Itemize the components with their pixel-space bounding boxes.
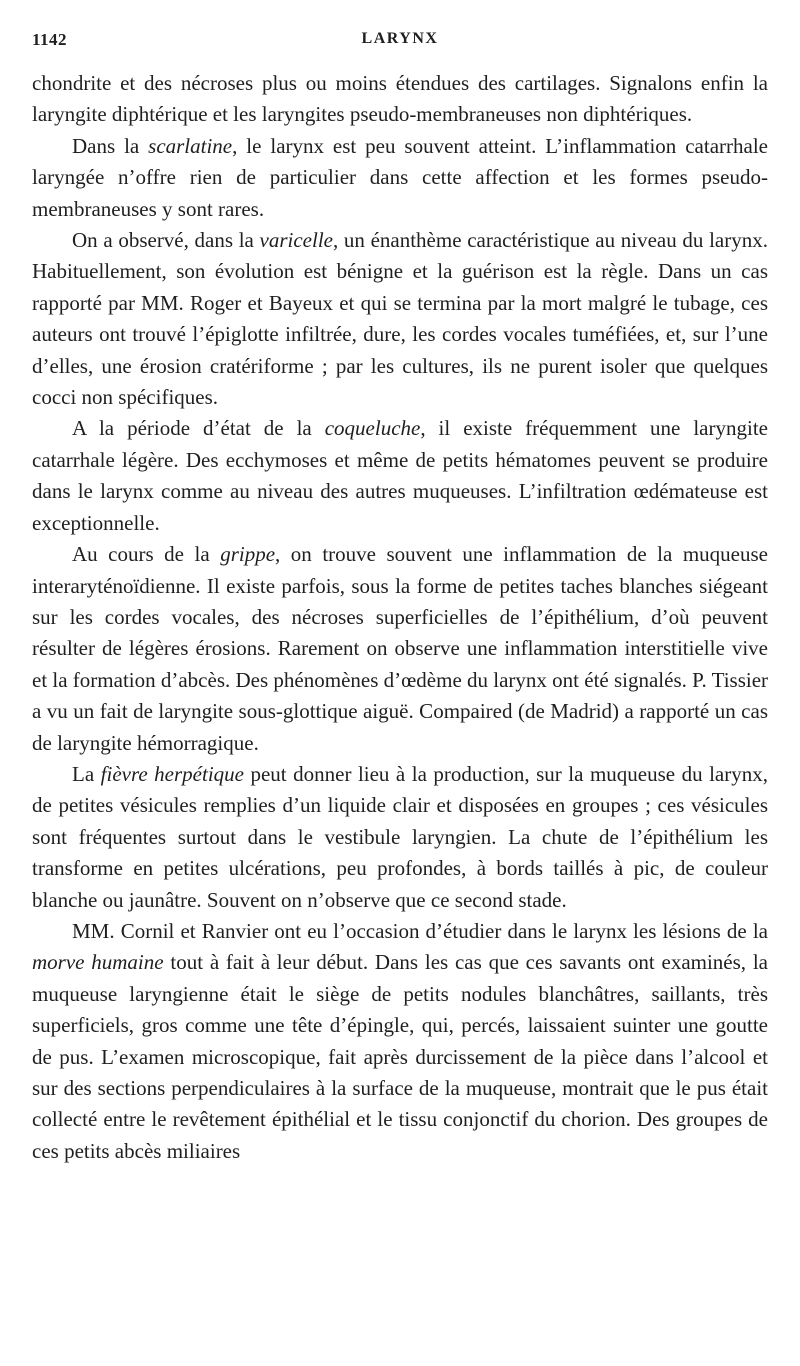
paragraph xyxy=(32,225,768,413)
italic-term: varicelle xyxy=(259,228,333,253)
paragraph xyxy=(32,131,768,225)
text-run: tout à fait à leur début. Dans les cas que ces savants ont examinés, la muqueuse laryngienne était le siège de petits nodules blanchâtres, saillants, très superficiels, gros comme une tête d’épingle, qui, percés, laissaient suinter une goutte de pus. L’examen microscopique, fait après durcissement de la pièce dans l’alcool et sur des sections perpendiculaires à la surface de la muqueuse, montrait que le pus était collecté entre le revêtement épithélial et le tissu conjonctif du chorion. Des groupes de ces petits abcès miliaires xyxy=(32,950,768,1163)
text-run: MM. Cornil et Ranvier ont eu l’occasion d’étudier dans le larynx les lésions de la xyxy=(72,918,768,943)
italic-term: fièvre herpétique xyxy=(100,761,244,786)
paragraph xyxy=(32,916,768,1167)
text-run: chondrite et des nécroses plus ou moins étendues des cartilages. Signalons enfin la laryngite diphtérique et les laryngites pseudo-membraneuses non diphtériques. xyxy=(32,71,768,127)
paragraph xyxy=(32,759,768,916)
italic-term: grippe xyxy=(220,542,276,567)
paragraph xyxy=(32,68,768,131)
page-number: 1142 xyxy=(32,30,68,49)
text-run: A la période d’état de la xyxy=(72,416,325,441)
running-title: LARYNX xyxy=(361,30,439,47)
text-run: , le larynx est peu souvent atteint. L’inflammation catarrhale laryngée n’offre rien de particulier dans cette affection et les formes pseudo-membraneuses y sont rares. xyxy=(32,133,768,221)
italic-term: morve humaine xyxy=(32,950,164,975)
text-run: , il existe fréquemment une laryngite catarrhale légère. Des ecchymoses et même de petits hématomes peuvent se produire dans le larynx comme au niveau des autres muqueuses. L’infiltration œdémateuse est exceptionnelle. xyxy=(32,416,768,535)
text-run: peut donner lieu à la production, sur la muqueuse du larynx, de petites vésicules remplies d’un liquide clair et disposées en groupes ; ces vésicules sont fréquentes surtout dans le vestibule laryngien. La chute de l’épithélium les transforme en petites ulcérations, peu profondes, à bords taillés à pic, de couleur blanche ou jaunâtre. Souvent on n’observe que ce second stade. xyxy=(32,761,768,912)
text-run: On a observé, dans la xyxy=(72,228,260,253)
text-run: , un énanthème caractéristique au niveau du larynx. Habituellement, son évolution est bénigne et la guérison est la règle. Dans un cas rapporté par MM. Roger et Bayeux et qui se termina par la mort malgré le tubage, ces auteurs ont trouvé l’épiglotte infiltrée, dure, les cordes vocales tuméfiées, et, sur l’une d’elles, une érosion cratériforme ; par les cultures, ils ne purent isoler que quelques cocci non spécifiques. xyxy=(32,228,768,410)
body-text xyxy=(32,68,768,1167)
paragraph xyxy=(32,413,768,539)
text-run: Dans la xyxy=(72,133,149,158)
paragraph xyxy=(32,539,768,759)
text-run: Au cours de la xyxy=(72,542,221,567)
italic-term: coqueluche xyxy=(324,416,421,441)
page-header xyxy=(32,30,768,58)
italic-term: scarlatine xyxy=(148,133,233,158)
text-run: , on trouve souvent une inflammation de la muqueuse interaryténoïdienne. Il existe parfois, sous la forme de petites taches blanches siégeant sur les cordes vocales, des nécroses superficielles de l’épithélium, d’où peuvent résulter de légères érosions. Rarement on observe une inflammation interstitielle vive et la formation d’abcès. Des phénomènes d’œdème du larynx ont été signalés. P. Tissier a vu un fait de laryngite sous-glottique aiguë. Compaired (de Madrid) a rapporté un cas de laryngite hémorragique. xyxy=(32,542,769,755)
text-run: La xyxy=(72,761,101,786)
